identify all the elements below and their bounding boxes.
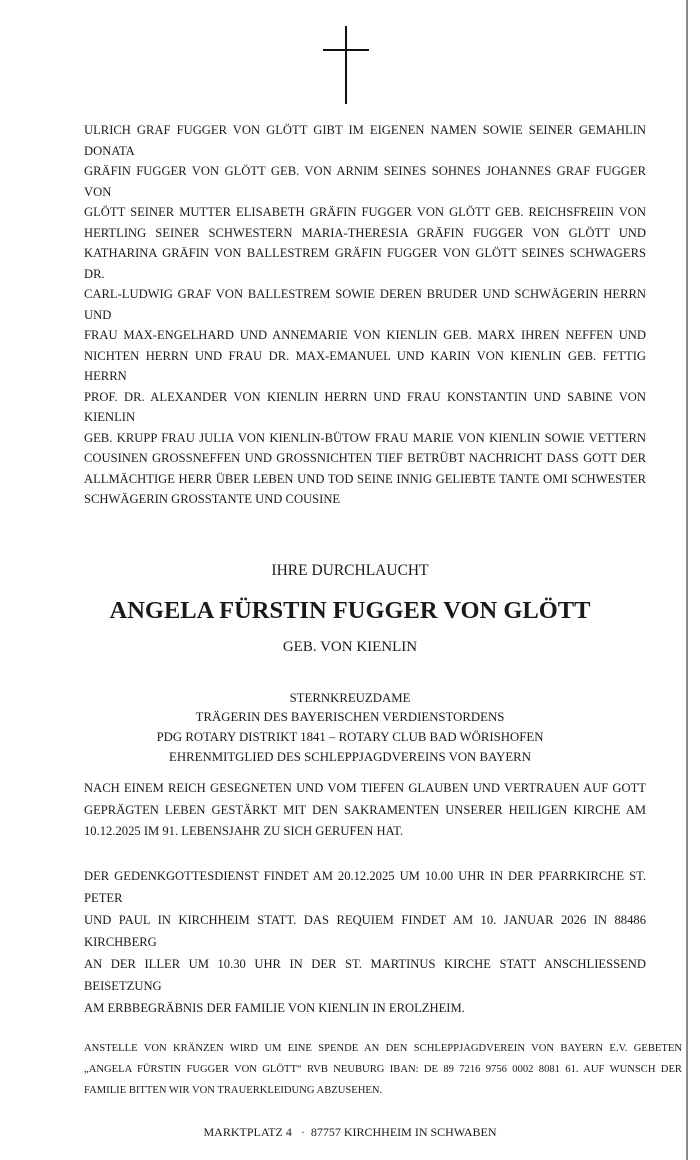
- honors-list: [0, 689, 700, 768]
- title-prefix: IHRE DURCHLAUCHT: [271, 561, 429, 579]
- text-line: ULRICH GRAF FUGGER VON GLÖTT GIBT IM EIGENEN NAMEN SOWIE SEINER GEMAHLIN DONATA: [84, 123, 646, 158]
- death-paragraph: [84, 778, 646, 843]
- text-line: PROF. DR. ALEXANDER VON KIENLIN HERRN UND FRAU KONSTANTIN UND SABINE VON KIENLIN: [84, 389, 646, 424]
- text-line: CARL-LUDWIG GRAF VON BALLESTREM SOWIE DEREN BRUDER UND SCHWÄGERIN HERRN UND: [84, 287, 646, 322]
- honor-item: TRÄGERIN DES BAYERISCHEN VERDIENSTORDENS: [195, 710, 505, 725]
- donation-paragraph: [84, 1038, 682, 1101]
- text-line: KATHARINA GRÄFIN VON BALLESTREM GRÄFIN FUGGER VON GLÖTT SEINES SCHWAGERS DR.: [84, 246, 646, 281]
- honor-item: EHRENMITGLIED DES SCHLEPPJAGDVEREINS VON BAYERN: [169, 749, 531, 764]
- text-line: 10.12.2025 IM 91. LEBENSJAHR ZU SICH GERUFEN HAT.: [84, 824, 404, 839]
- text-line: HERTLING SEINER SCHWESTERN MARIA-THERESIA GRÄFIN FUGGER VON GLÖTT UND: [84, 225, 646, 240]
- honor-item: STERNKREUZDAME: [289, 690, 411, 705]
- service-paragraph: [84, 865, 646, 1019]
- address: MARKTPLATZ 4 · 87757 KIRCHHEIM IN SCHWABEN: [203, 1124, 497, 1139]
- page-edge: [686, 0, 688, 1160]
- cross-icon: [0, 0, 700, 120]
- honor-item: PDG ROTARY DISTRIKT 1841 – ROTARY CLUB BAD WÖRISHOFEN: [156, 729, 544, 744]
- text-line: NACH EINEM REICH GESEGNETEN UND VOM TIEFEN GLAUBEN UND VERTRAUEN AUF GOTT: [84, 781, 646, 796]
- text-line: COUSINEN GROSSNEFFEN UND GROSSNICHTEN TIEF BETRÜBT NACHRICHT DASS GOTT DER: [84, 451, 646, 465]
- intro-paragraph: [84, 120, 646, 510]
- cross-vertical-bar: [345, 26, 347, 104]
- text-line: AM ERBBEGRÄBNIS DER FAMILIE VON KIENLIN IN EROLZHEIM.: [84, 1000, 465, 1015]
- text-line: NICHTEN HERRN UND FRAU DR. MAX-EMANUEL UND KARIN VON KIENLIN GEB. FETTIG HERRN: [84, 348, 646, 383]
- birth-name: GEB. VON KIENLIN: [282, 638, 418, 655]
- text-line: SCHWÄGERIN GROSSTANTE UND COUSINE: [84, 492, 341, 506]
- text-line: „ANGELA FÜRSTIN FUGGER VON GLÖTT“ RVB NEUBURG IBAN: DE 89 7216 9756 0002 8081 61. AUF WUNSCH DER: [84, 1063, 682, 1075]
- text-line: FRAU MAX-ENGELHARD UND ANNEMARIE VON KIENLIN GEB. MARX IHREN NEFFEN UND: [84, 328, 646, 342]
- text-line: ALLMÄCHTIGE HERR ÜBER LEBEN UND TOD SEINE INNIG GELIEBTE TANTE OMI SCHWESTER: [84, 471, 646, 486]
- text-line: GEB. KRUPP FRAU JULIA VON KIENLIN-BÜTOW FRAU MARIE VON KIENLIN SOWIE VETTERN: [84, 430, 646, 445]
- text-line: AN DER ILLER UM 10.30 UHR IN DER ST. MARTINUS KIRCHE STATT ANSCHLIESSEND BEISETZUNG: [84, 956, 646, 993]
- cross-horizontal-bar: [323, 49, 369, 51]
- text-line: GLÖTT SEINER MUTTER ELISABETH GRÄFIN FUGGER VON GLÖTT GEB. REICHSFREIIN VON: [84, 205, 646, 219]
- text-line: GEPRÄGTEN LEBEN GESTÄRKT MIT DEN SAKRAMENTEN UNSERER HEILIGEN KIRCHE AM: [84, 802, 646, 817]
- deceased-name: ANGELA FÜRSTIN FUGGER VON GLÖTT: [109, 596, 591, 624]
- text-line: DER GEDENKGOTTESDIENST FINDET AM 20.12.2025 UM 10.00 UHR IN DER PFARRKIRCHE ST. PETER: [84, 868, 646, 905]
- text-line: FAMILIE BITTEN WIR VON TRAUERKLEIDUNG ABZUSEHEN.: [84, 1084, 383, 1096]
- text-line: GRÄFIN FUGGER VON GLÖTT GEB. VON ARNIM SEINES SOHNES JOHANNES GRAF FUGGER VON: [84, 164, 646, 199]
- text-line: UND PAUL IN KIRCHHEIM STATT. DAS REQUIEM FINDET AM 10. JANUAR 2026 IN 88486 KIRCHBERG: [84, 912, 646, 949]
- text-line: ANSTELLE VON KRÄNZEN WIRD UM EINE SPENDE AN DEN SCHLEPPJAGDVEREIN VON BAYERN E.V. GEBETEN: [84, 1042, 682, 1054]
